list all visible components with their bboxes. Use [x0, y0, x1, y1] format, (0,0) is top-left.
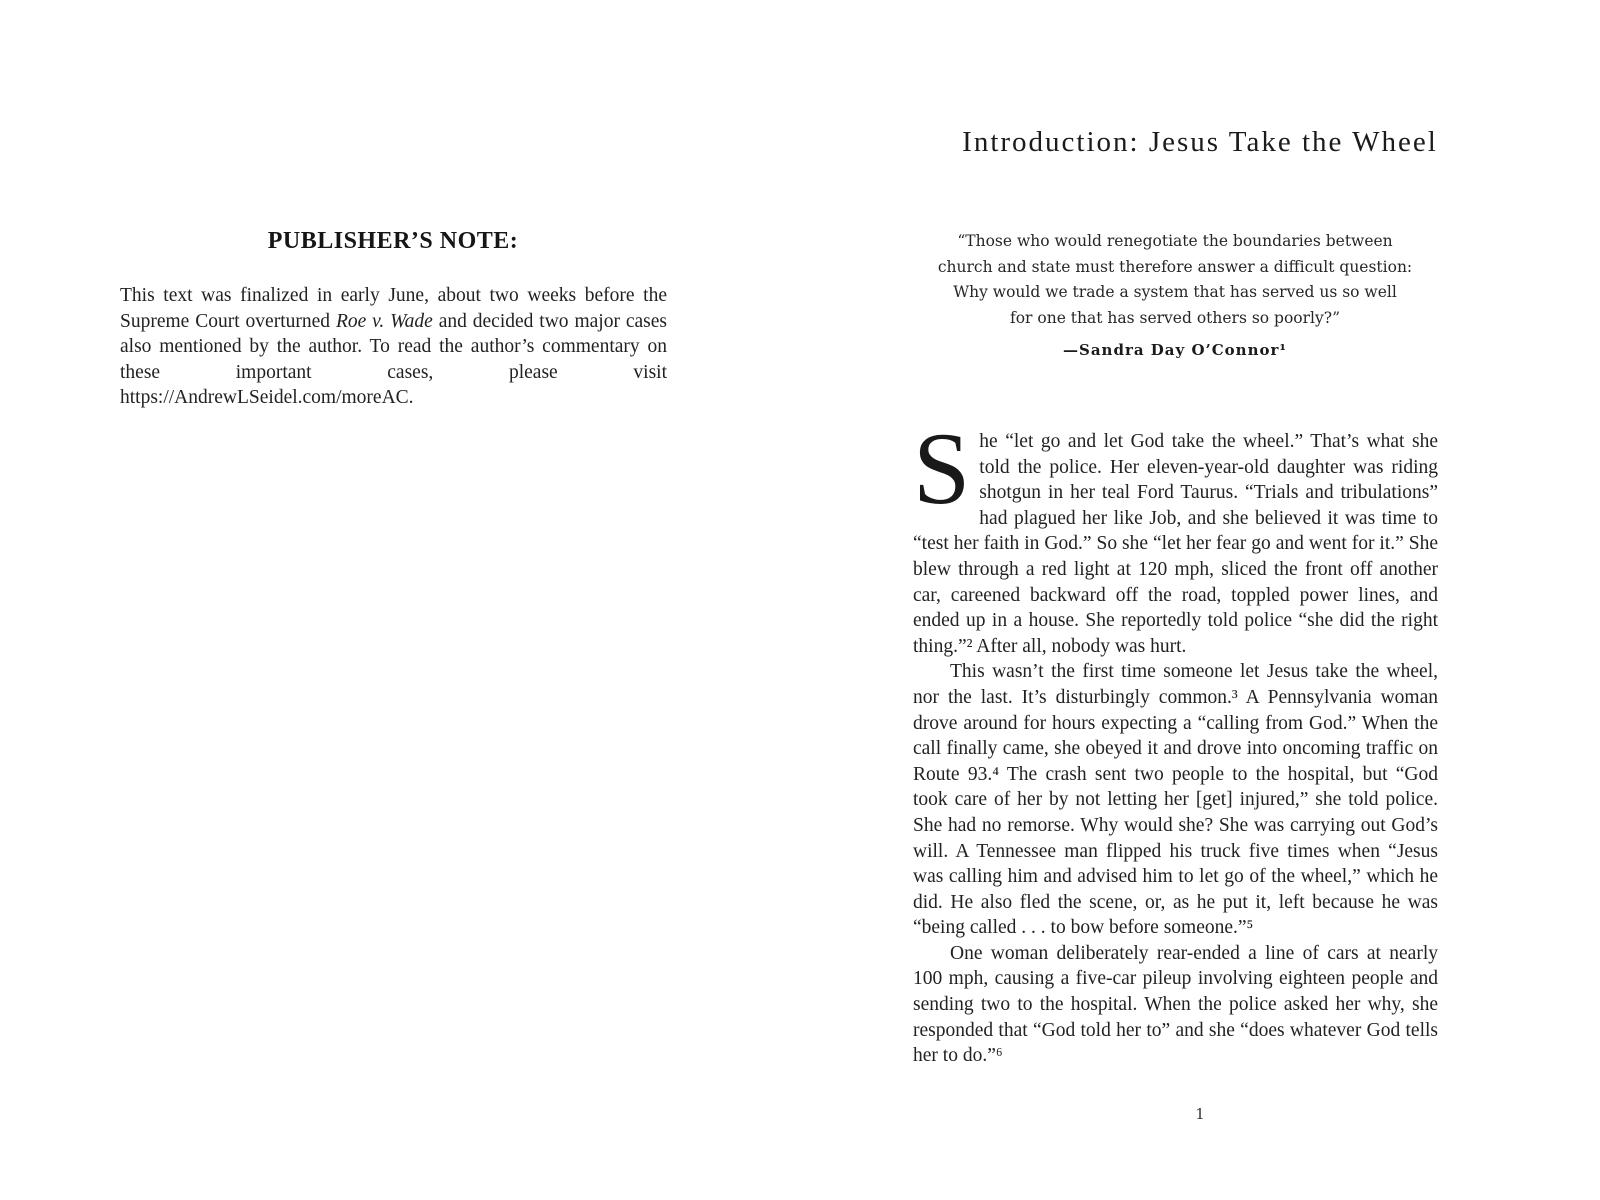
- publishers-note-text-start: This text was finalized in early June, about two weeks before the Supreme Court overturned: [120, 285, 667, 332]
- epigraph-attribution: —Sandra Day O’Connor¹: [1063, 341, 1287, 360]
- epigraph-line: Why would we trade a system that has served us so well: [953, 283, 1397, 302]
- epigraph-lines: [925, 229, 1425, 331]
- body-paragraphs: [913, 659, 1438, 1069]
- paragraph-first-text: he “let go and let God take the wheel.” That’s what she told the police. Her eleven-year-old daughter was riding shotgun in her teal Ford Taurus. “Trials and tribulations” had plagued her like Job, and she believed it was time to “test her faith in God.” So she “let her fear go and went for it.” She blew through a red light at 120 mph, sliced the front off another car, careened backward off the road, toppled power lines, and ended up in a house. She reportedly told police “she did the right thing.”² After all, nobody was hurt.: [913, 431, 1438, 657]
- publishers-note-text-end: and decided two major cases also mentioned by the author. To read the author’s commentary on these important cases, please visit https://AndrewLSeidel.com/moreAC.: [120, 310, 668, 409]
- drop-cap: S: [913, 412, 971, 526]
- epigraph-line: for one that has served others so poorly?”: [1009, 308, 1340, 327]
- paragraph: One woman deliberately rear-ended a line of cars at nearly 100 mph, causing a five-car pileup involving eighteen people and sending two to the hospital. When the police asked her why, she responded that “God told her to” and she “does whatever God tells her to do.”⁶: [913, 942, 1438, 1067]
- epigraph: [925, 229, 1425, 364]
- right-page: [800, 0, 1600, 1200]
- chapter-title: Introduction: Jesus Take the Wheel: [962, 126, 1438, 158]
- epigraph-line: church and state must therefore answer a difficult question:: [937, 257, 1413, 276]
- page-number: 1: [1195, 1105, 1205, 1123]
- chapter-body: [913, 412, 1438, 1069]
- paragraph-first: [913, 412, 1438, 659]
- case-name-italic: Roe v. Wade: [335, 310, 433, 332]
- publishers-note-title: PUBLISHER’S NOTE:: [267, 228, 519, 254]
- paragraph: This wasn’t the first time someone let Jesus take the wheel, nor the last. It’s disturbingly common.³ A Pennsylvania woman drove around for hours expecting a “calling from God.” When the call finally came, she obeyed it and drove into oncoming traffic on Route 93.⁴ The crash sent two people to the hospital, but “God took care of her by not letting her [get] injured,” she told police. She had no remorse. Why would she? She was carrying out God’s will. A Tennessee man flipped his truck five times when “Jesus was calling him and advised him to let go of the wheel,” which he did. He also fled the scene, or, as he put it, left because he was “being called . . . to bow before someone.”⁵: [913, 661, 1438, 939]
- publishers-note-body: [120, 283, 667, 411]
- epigraph-line: “Those who would renegotiate the boundaries between: [957, 232, 1393, 250]
